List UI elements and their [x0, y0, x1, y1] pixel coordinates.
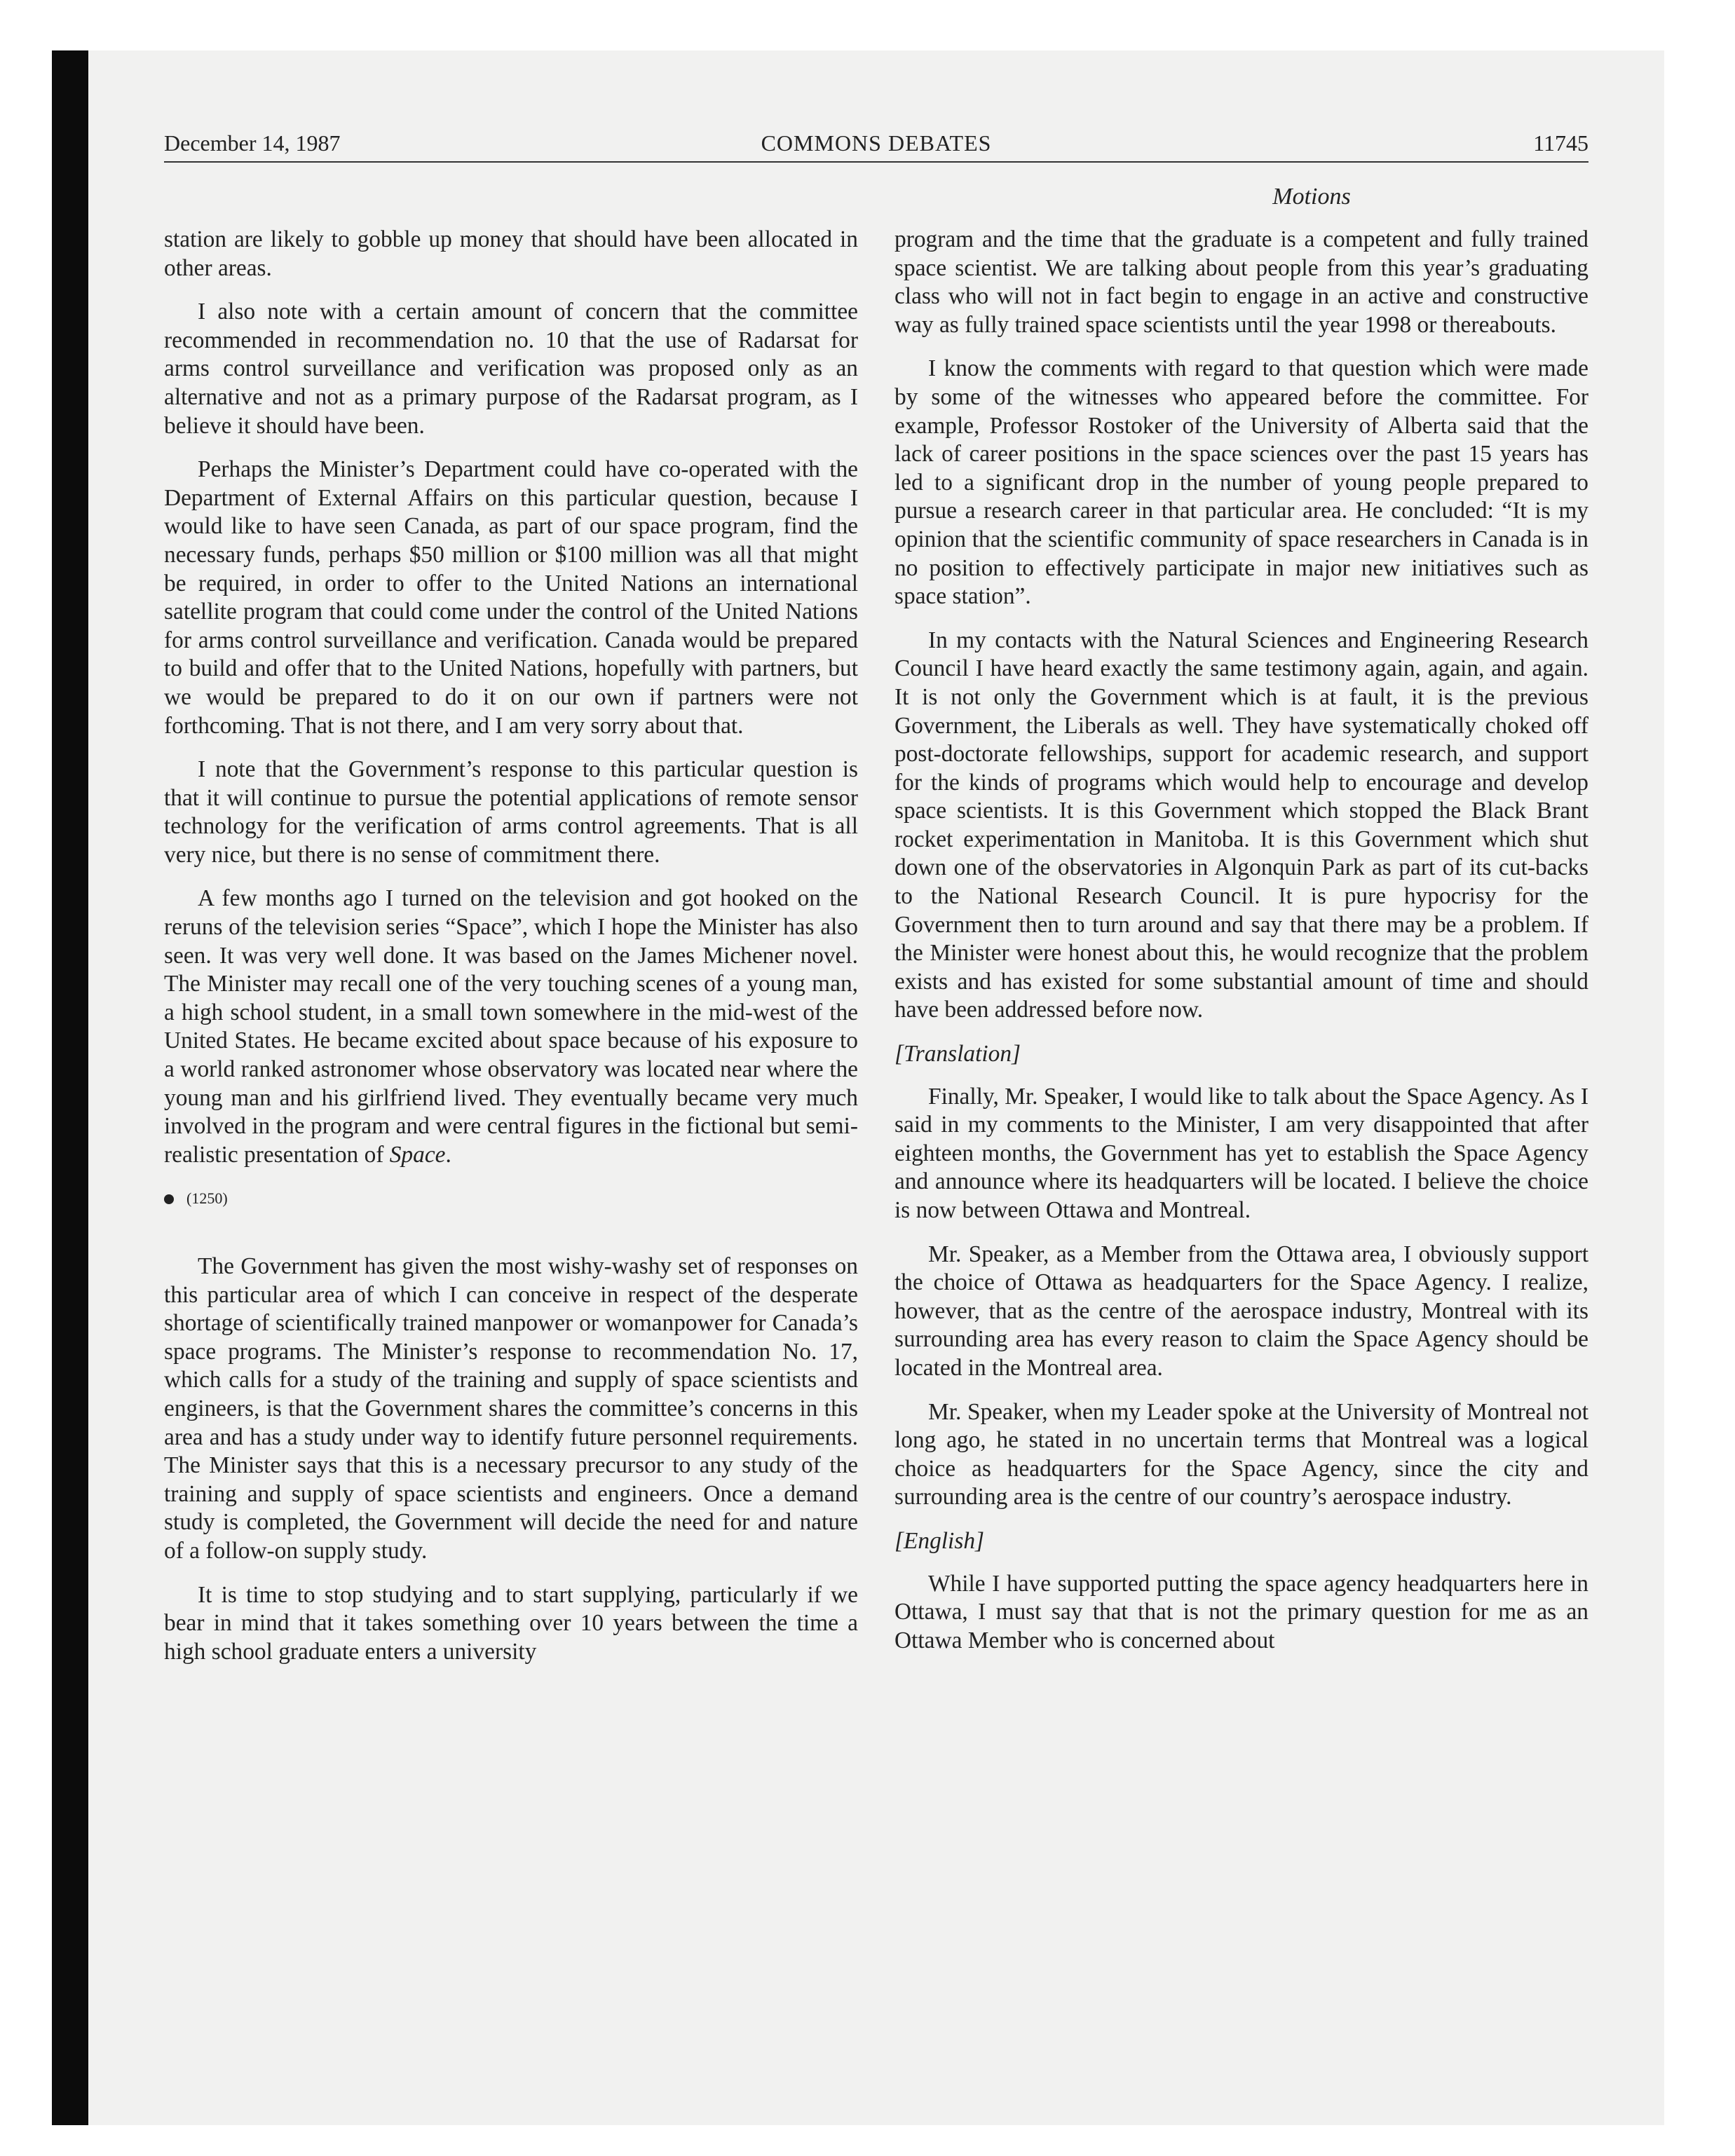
translation-label: [Translation]: [894, 1041, 1021, 1067]
paragraph: In my contacts with the Natural Sciences and Engineering Research Council I have heard exactly the same testimony again, again, and again. It is not only the Government which is at fault, it is the previous Government, the Liberals as well. They have systematically choked off post-doctorate fellowships, support for academic research, and support for the kinds of programs which would help to encourage and develop space scientists. It is this Government which stopped the Black Brant rocket experimentation in Manitoba. It is this Government which shut down one of the observatories in Algonquin Park as part of its cut-backs to the National Research Council. It is pure hypocrisy for the Government then to turn around and say that there may be a problem. If the Minister were honest about this, he would recognize that the problem exists and has existed for some substantial amount of time and should have been addressed before now.: [894, 627, 1588, 1023]
paragraph: I know the comments with regard to that question which were made by some of the witnesses who appeared before the committee. For example, Professor Rostoker of the University of Alberta said that the lack of career positions in the space sciences over the past 15 years has led to a significant drop in the number of young people prepared to pursue a research career in that particular area. He concluded: “It is my opinion that the scientific community of space researchers in Canada is in no position to effectively participate in major new initiatives such as space station”.: [894, 355, 1588, 610]
paragraph: Perhaps the Minister’s Department could have co-operated with the Department of External Affairs on this particular question, because I would like to have seen Canada, as part of our space program, find the necessary funds, perhaps $50 million or $100 million was all that might be required, in order to offer to the United Nations an international satellite program that could come under the control of the United Nations for arms control surveillance and verification. Canada would be prepared to build and offer that to the United Nations, hopefully with partners, but we would be prepared to do it on our own if partners were not forthcoming. That is not there, and I am very sorry about that.: [164, 456, 858, 739]
paragraph: station are likely to gobble up money that should have been allocated in other areas.: [164, 226, 858, 281]
english-label: [English]: [894, 1527, 985, 1554]
italic-title: Space: [389, 1141, 446, 1168]
paragraph: It is time to stop studying and to start supplying, particularly if we bear in mind that it takes something over 10 years between the time a high school graduate enters a university: [164, 1581, 858, 1665]
left-column: [164, 226, 858, 1681]
paragraph: The Government has given the most wishy-washy set of responses on this particular area of which I can conceive in respect of the desperate shortage of scientifically trained manpower or womanpower for Canada’s space programs. The Minister’s response to recommendation No. 17, which calls for a study of the training and supply of space scientists and engineers, is that the Government shares the committee’s concerns in this area and has a study under way to identify future personnel requirements. The Minister says that this is a necessary precursor to any study of the training and supply of space scientists and engineers. Once a demand study is completed, the Government will decide the need for and nature of a follow-on supply study.: [164, 1253, 858, 1564]
right-column: [894, 226, 1588, 1670]
section-title: Motions: [1272, 184, 1351, 210]
paragraph: I note that the Government’s response to this particular question is that it will continue to pursue the potential applications of remote sensor technology for the verification of arms control agreements. That is all very nice, but there is no sense of commitment there.: [164, 756, 858, 868]
scan-edge: [52, 50, 88, 2125]
paragraph: I also note with a certain amount of concern that the committee recommended in recommendation no. 10 that the use of Radarsat for arms control surveillance and verification was proposed only as an alternative and not as a primary purpose of the Radarsat program, as I believe it should have been.: [164, 299, 858, 439]
time-marker-label: (1250): [186, 1189, 228, 1208]
paragraph: While I have supported putting the space agency headquarters here in Ottawa, I must say that that is not the primary question for me as an Ottawa Member who is concerned about: [894, 1570, 1588, 1653]
paragraph: program and the time that the graduate is a competent and fully trained space scientist. We are talking about people from this year’s graduating class who will not in fact begin to engage in an active and constructive way as fully trained space scientists until the year 1998 or thereabouts.: [894, 226, 1588, 338]
paragraph: [164, 885, 858, 1169]
paragraph-end: .: [445, 1141, 451, 1168]
paragraph-text: A few months ago I turned on the television and got hooked on the reruns of the television series “Space”, which I hope the Minister has also seen. It was very well done. It was based on the James Michener novel. The Minister may recall one of the very touching scenes of a young man, a high school student, in a small town somewhere in the mid-west of the United States. He became excited about space because of his exposure to a world ranked astronomer whose observatory was located near where the young man and his girlfriend lived. They eventually became very much involved in the program and were central figures in the fictional but semi-realistic presentation of: [164, 885, 858, 1168]
bullet-icon: [164, 1194, 174, 1204]
header-title: COMMONS DEBATES: [761, 130, 992, 156]
time-marker: [164, 1185, 858, 1213]
paragraph: Mr. Speaker, when my Leader spoke at the University of Montreal not long ago, he stated in no uncertain terms that Montreal was a logical choice as headquarters for the Space Agency, since the city and surrounding area is the centre of our country’s aerospace industry.: [894, 1398, 1588, 1510]
paragraph: Finally, Mr. Speaker, I would like to talk about the Space Agency. As I said in my comments to the Minister, I am very disappointed that after eighteen months, the Government has yet to establish the Space Agency and announce where its headquarters will be located. I believe the choice is now between Ottawa and Montreal.: [894, 1083, 1588, 1223]
header-page-number: 11745: [1533, 130, 1588, 156]
header-date: December 14, 1987: [164, 130, 341, 156]
page-header: [164, 128, 1588, 163]
document-page: [88, 50, 1664, 2125]
paragraph: Mr. Speaker, as a Member from the Ottawa area, I obviously support the choice of Ottawa as headquarters for the Space Agency. I realize, however, that as the centre of the aerospace industry, Montreal with its surrounding area has every reason to claim the Space Agency should be located in the Montreal area.: [894, 1241, 1588, 1381]
